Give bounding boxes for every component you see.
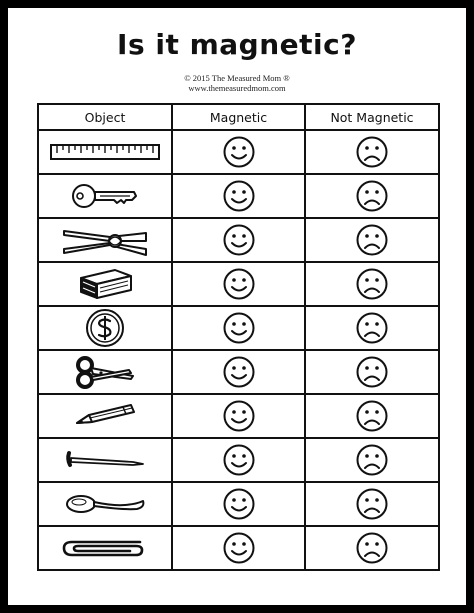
header-magnetic: Magnetic: [172, 104, 305, 130]
magnetic-cell[interactable]: [172, 438, 305, 482]
not-magnetic-cell[interactable]: [305, 262, 439, 306]
object-cell: [38, 130, 172, 174]
object-cell: [38, 262, 172, 306]
coin-icon: [85, 308, 125, 348]
object-cell: [38, 482, 172, 526]
magnet-sorting-table: [37, 103, 440, 571]
smiley-face-icon[interactable]: [222, 355, 256, 389]
object-cell: [38, 350, 172, 394]
smiley-face-icon[interactable]: [222, 179, 256, 213]
sad-face-icon[interactable]: [355, 223, 389, 257]
header-object: Object: [38, 104, 172, 130]
object-cell: [38, 306, 172, 350]
book-icon: [75, 266, 135, 302]
clothespin-icon: [60, 223, 150, 257]
smiley-face-icon[interactable]: [222, 135, 256, 169]
smiley-face-icon[interactable]: [222, 311, 256, 345]
smiley-face-icon[interactable]: [222, 223, 256, 257]
sad-face-icon[interactable]: [355, 311, 389, 345]
smiley-face-icon[interactable]: [222, 399, 256, 433]
magnetic-cell[interactable]: [172, 262, 305, 306]
not-magnetic-cell[interactable]: [305, 394, 439, 438]
ruler-icon: [49, 141, 161, 163]
object-cell: [38, 218, 172, 262]
magnetic-cell[interactable]: [172, 130, 305, 174]
sad-face-icon[interactable]: [355, 355, 389, 389]
pencil-icon: [73, 401, 137, 431]
object-cell: [38, 174, 172, 218]
magnetic-cell[interactable]: [172, 394, 305, 438]
table-row: [38, 394, 439, 438]
not-magnetic-cell[interactable]: [305, 438, 439, 482]
worksheet-page: [8, 8, 466, 605]
not-magnetic-cell[interactable]: [305, 174, 439, 218]
table-row: [38, 262, 439, 306]
key-icon: [70, 179, 140, 213]
copyright-line: © 2015 The Measured Mom ®: [184, 73, 290, 83]
not-magnetic-cell[interactable]: [305, 526, 439, 570]
nail-icon: [63, 447, 147, 473]
smiley-face-icon[interactable]: [222, 531, 256, 565]
paperclip-icon: [60, 534, 150, 562]
website-line: www.themeasuredmom.com: [188, 83, 286, 93]
magnetic-cell[interactable]: [172, 482, 305, 526]
sad-face-icon[interactable]: [355, 179, 389, 213]
scissors-icon: [73, 354, 137, 390]
magnetic-cell[interactable]: [172, 306, 305, 350]
magnetic-cell[interactable]: [172, 526, 305, 570]
sad-face-icon[interactable]: [355, 267, 389, 301]
not-magnetic-cell[interactable]: [305, 482, 439, 526]
table-row: [38, 482, 439, 526]
table-row: [38, 306, 439, 350]
page-title: Is it magnetic?: [117, 28, 357, 61]
sad-face-icon[interactable]: [355, 487, 389, 521]
magnetic-cell[interactable]: [172, 174, 305, 218]
sad-face-icon[interactable]: [355, 531, 389, 565]
table-row: [38, 350, 439, 394]
magnetic-cell[interactable]: [172, 218, 305, 262]
sad-face-icon[interactable]: [355, 399, 389, 433]
sad-face-icon[interactable]: [355, 443, 389, 477]
table-row: [38, 438, 439, 482]
object-cell: [38, 438, 172, 482]
smiley-face-icon[interactable]: [222, 267, 256, 301]
object-cell: [38, 526, 172, 570]
table-header-row: [38, 104, 439, 130]
table-row: [38, 130, 439, 174]
magnetic-cell[interactable]: [172, 350, 305, 394]
object-cell: [38, 394, 172, 438]
not-magnetic-cell[interactable]: [305, 306, 439, 350]
not-magnetic-cell[interactable]: [305, 350, 439, 394]
smiley-face-icon[interactable]: [222, 487, 256, 521]
sad-face-icon[interactable]: [355, 135, 389, 169]
header-not-magnetic: Not Magnetic: [305, 104, 439, 130]
table-row: [38, 174, 439, 218]
not-magnetic-cell[interactable]: [305, 130, 439, 174]
spoon-icon: [63, 490, 147, 518]
table-row: [38, 218, 439, 262]
not-magnetic-cell[interactable]: [305, 218, 439, 262]
table-row: [38, 526, 439, 570]
smiley-face-icon[interactable]: [222, 443, 256, 477]
